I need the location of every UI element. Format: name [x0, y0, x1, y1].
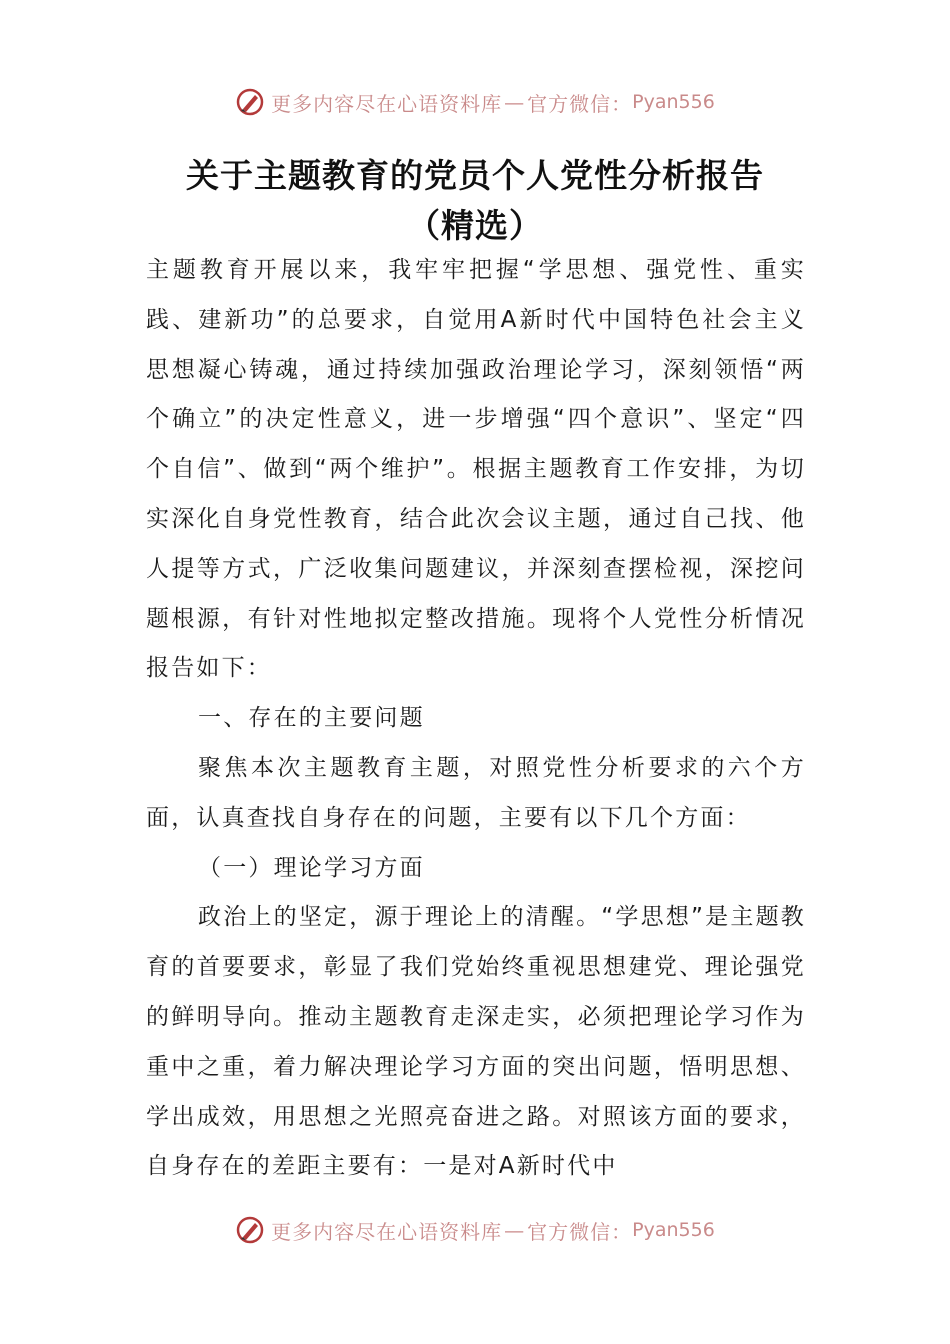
watermark-suffix: 官方微信： — [527, 1219, 633, 1244]
pen-circle-logo-icon — [235, 1215, 265, 1245]
watermark-suffix: 官方微信： — [527, 91, 633, 116]
pen-circle-logo-icon — [235, 87, 265, 117]
watermark-code: Pyan556 — [632, 91, 715, 113]
document-title: 关于主题教育的党员个人党性分析报告 — [186, 156, 764, 195]
subsection-heading-1: （一）理论学习方面 — [198, 854, 425, 881]
watermark-separator: — — [504, 1218, 526, 1242]
section-heading-1: 一、存在的主要问题 — [198, 705, 425, 732]
paragraph-section-1: 聚焦本次主题教育主题，对照党性分析要求的六个方面，认真查找自身存在的问题，主要有以下几个方面： — [146, 754, 806, 831]
header-watermark — [0, 82, 950, 122]
watermark-code: Pyan556 — [632, 1219, 715, 1241]
watermark-prefix: 更多内容尽在心语资料库 — [271, 1219, 503, 1244]
document-body — [146, 246, 806, 1192]
document-subtitle: （精选） — [407, 206, 543, 245]
paragraph-intro: 主题教育开展以来，我牢牢把握“学思想、强党性、重实践、建新功”的总要求，自觉用A新时代中国特色社会主义思想凝心铸魂，通过持续加强政治理论学习，深刻领悟“两个确立”的决定性意义，进一步增强“四个意识”、坚定“四个自信”、做到“两个维护”。根据主题教育工作安排，为切实深化自身党性教育，结合此次会议主题，通过自己找、他人提等方式，广泛收集问题建议，并深刻查摆检视，深挖问题根源，有针对性地拟定整改措施。现将个人党性分析情况报告如下： — [146, 257, 806, 682]
footer-watermark — [0, 1210, 950, 1250]
watermark-separator: — — [504, 90, 526, 114]
paragraph-theory-study: 政治上的坚定，源于理论上的清醒。“学思想”是主题教育的首要要求，彰显了我们党始终重视思想建党、理论强党的鲜明导向。推动主题教育走深走实，必须把理论学习作为重中之重，着力解决理论学习方面的突出问题，悟明思想、学出成效，用思想之光照亮奋进之路。对照该方面的要求，自身存在的差距主要有：一是对A新时代中 — [146, 904, 806, 1180]
watermark-prefix: 更多内容尽在心语资料库 — [271, 91, 503, 116]
